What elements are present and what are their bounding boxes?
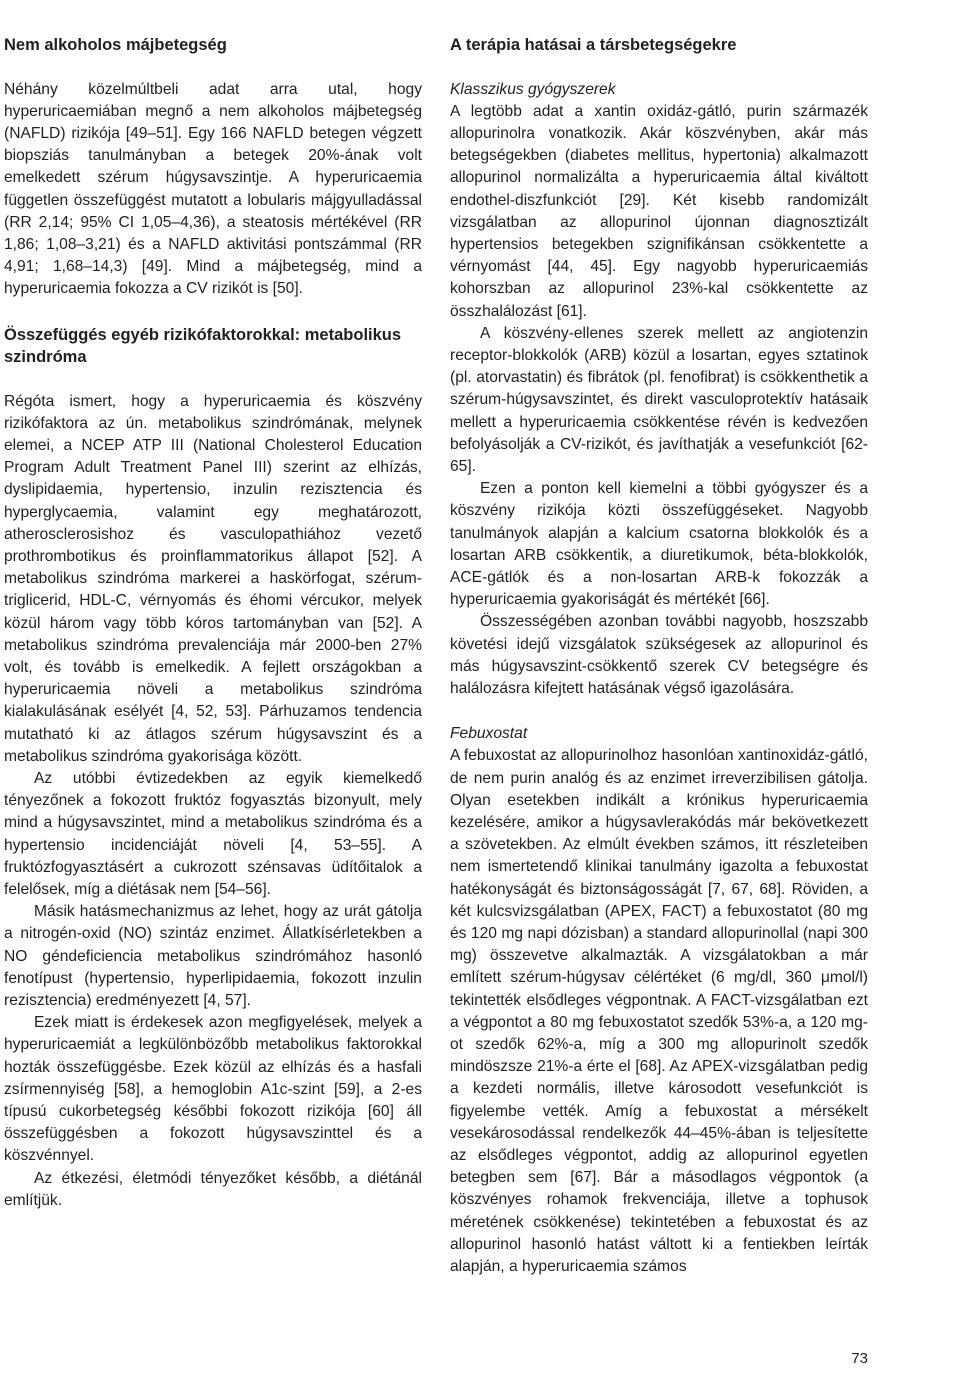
section-heading-metabolic-syndrome: Összefüggés egyéb rizikófaktorokkal: metabolikus szindróma — [4, 325, 402, 367]
subsection-title-febuxostat: Febuxostat — [450, 725, 528, 743]
paragraph: Az utóbbi évtizedekben az egyik kiemelkedő tényezőnek a fokozott fruktóz fogyasztás bizonyult, mely mind a húgysavszintet, mind a metabolikus szindróma és a hypertensio incidenciáját növeli [4, 53–55]. A fruktózfogyasztásért a cukrozott szénsavas üdítőitalok a felelősek, míg a diétásak nem [54–56]. — [4, 769, 422, 898]
paragraph: Régóta ismert, hogy a hyperuricaemia és köszvény rizikófaktora az ún. metabolikus szindrómának, melynek elemei, a NCEP ATP III (National Cholesterol Education Program Adult Treatment Panel III) szerint az elhízás, dyslipidaemia, hypertensio, inzulin rezisztencia és hyperglycaemia, valamint egy meghatározott, atherosclerosishoz és vasculopathiához vezető prothrombotikus és proinflammatorikus állapot [52]. A metabolikus szindróma markerei a haskörfogat, szérum-triglicerid, HDL-C, vérnyomás és éhomi vércukor, melyek közül három vagy több kóros tartományban van [52]. A metabolikus szindróma prevalenciája már 2000-ben 27% volt, és tovább is emelkedik. A fejlett országokban a hyperuricaemia növeli a metabolikus szindróma kialakulásának esélyét [4, 52, 53]. Párhuzamos tendencia mutatható ki az átlagos szérum húgysavszint és a metabolikus szindróma gyakorisága között. — [4, 392, 422, 765]
left-column — [4, 34, 422, 1212]
paragraph: Ezek miatt is érdekesek azon megfigyelések, melyek a hyperuricaemiát a legkülönbözőbb metabolikus faktorokkal hozták összefüggésbe. Ezek közül az elhízás és a hasfali zsírmennyiség [58], a hemoglobin A1c-szint [59], a 2-es típusú cukorbetegség későbbi fokozott rizikója [60] áll összefüggésben a fokozott húgysavszinttel és a köszvénnyel. — [4, 1014, 422, 1165]
section-heading-therapy-effects: A terápia hatásai a társbetegségekre — [450, 36, 737, 54]
subsection-title-classic-drugs: Klasszikus gyógyszerek — [450, 80, 616, 98]
right-column — [450, 34, 868, 1278]
paragraph: Ezen a ponton kell kiemelni a többi gyógyszer és a köszvény rizikója közti összefüggéseket. Nagyobb tanulmányok alapján a kalcium csatorna blokkolók és a losartan ARB csökkentik, a diuretikumok, béta-blokkolók, ACE-gátlók és a non-losartan ARB-k fokozzák a hyperuricaemia gyakoriságát és mértékét [66]. — [450, 480, 868, 609]
paragraph: A köszvény-ellenes szerek mellett az angiotenzin receptor-blokkolók (ARB) közül a losartan, egyes sztatinok (pl. atorvastatin) és fibrátok (pl. fenofibrat) is csökkenthetik a szérum-húgysavszintet, és direkt vasculoprotektív hatásaik mellett a hyperuricaemia csökkentése révén is kedvezően befolyásolják a CV-rizikót, és javíthatják a vesefunkciót [62-65]. — [450, 324, 868, 475]
section-heading-nafld: Nem alkoholos májbetegség — [4, 36, 227, 54]
paragraph: Összességében azonban további nagyobb, hoszszabb követési idejű vizsgálatok szükségesek az allopurinol és más húgysavszint-csökkentő szerek CV betegségre és halálozásra kifejtett hatásának végső igazolására. — [450, 613, 868, 697]
paragraph: Másik hatásmechanizmus az lehet, hogy az urát gátolja a nitrogén-oxid (NO) szintáz enzimet. Állatkísérletekben a NO géndeficiencia metabolikus szindrómához hasonló fenotípust (hypertensio, hyperlipidaemia, fokozott inzulin rezisztencia) eredményezett [4, 57]. — [4, 903, 422, 1010]
page-number: 73 — [851, 1350, 868, 1367]
paragraph: A febuxostat az allopurinolhoz hasonlóan xantinoxidáz-gátló, de nem purin analóg és az enzimet irreverzibilisen gátolja. Olyan esetekben indikált a krónikus hyperuricaemia kezelésére, amikor a húgysavlerakódás már bekövetkezett a szövetekben. Az elmúlt években számos, itt részleteiben nem ismertetendő klinikai tanulmány igazolta a febuxostat hatékonyságát és biztonságosságát [7, 67, 68]. Röviden, a két kulcsvizsgálatban (APEX, FACT) a febuxostatot (80 mg és 120 mg napi dózisban) a standard allopurinollal (napi 300 mg) összevetve alkalmazták. A vizsgálatokban a már említett szérum-húgysav célértéket (6 mg/dl, 360 μmol/l) tekintették elsődleges végpontnak. A FACT-vizsgálatban ezt a végpontot a 80 mg febuxostatot szedők 53%-a, a 120 mg-ot szedők 62%-a, míg a 300 mg allopurinolt szedők mindöszsze 21%-a érte el [68]. Az APEX-vizsgálatban pedig a kezdeti normális, illetve károsodott vesefunkciót is figyelembe vették. Amíg a febuxostat a mérsékelt vesekárosodással rendelkezők 44–45%-ában is teljesítette az elsődleges végpontot, addig az allopurinol egyetlen betegben sem [67]. Bár a másodlagos végpontok (a köszvényes rohamok frekvenciája, illetve a tophusok méretének csökkenése) tekintetében a febuxostat és az allopurinol hasonló hatást váltott ki a fentiekben leírták alapján, a hyperuricaemia számos — [450, 747, 868, 1276]
paragraph: A legtöbb adat a xantin oxidáz-gátló, purin származék allopurinolra vonatkozik. Akár köszvényben, akár más betegségekben (diabetes mellitus, hypertonia) alkalmazott allopurinol normalizálta a hyperuricaemia által kiváltott endothel-diszfunkciót [29]. Két kisebb randomizált vizsgálatban az allopurinol újonnan diagnosztizált hypertensios betegekben szignifikánsan csökkentette a vérnyomást [44, 45]. Egy nagyobb hyperuricaemiás kohorszban az allopurinol 23%-kal csökkentette az összhalálozást [61]. — [450, 102, 868, 320]
paragraph: Az étkezési, életmódi tényezőket később, a diétánál említjük. — [4, 1169, 422, 1209]
paragraph: Néhány közelmúltbeli adat arra utal, hogy hyperuricaemiában megnő a nem alkoholos májbetegség (NAFLD) rizikója [49–51]. Egy 166 NAFLD betegen végzett biopsziás tanulmányban a betegek 20%-ának volt emelkedett szérum húgysavszintje. A hyperuricaemia független összefüggést mutatott a lobularis májgyulladással (RR 2,14; 95% CI 1,05–4,36), a steatosis mértékével (RR 1,86; 1,08–3,21) és a NAFLD aktivitási pontszámmal (RR 4,91; 1,68–14,3) [49]. Mind a májbetegség, mind a hyperuricaemia fokozza a CV rizikót is [50]. — [4, 80, 422, 298]
